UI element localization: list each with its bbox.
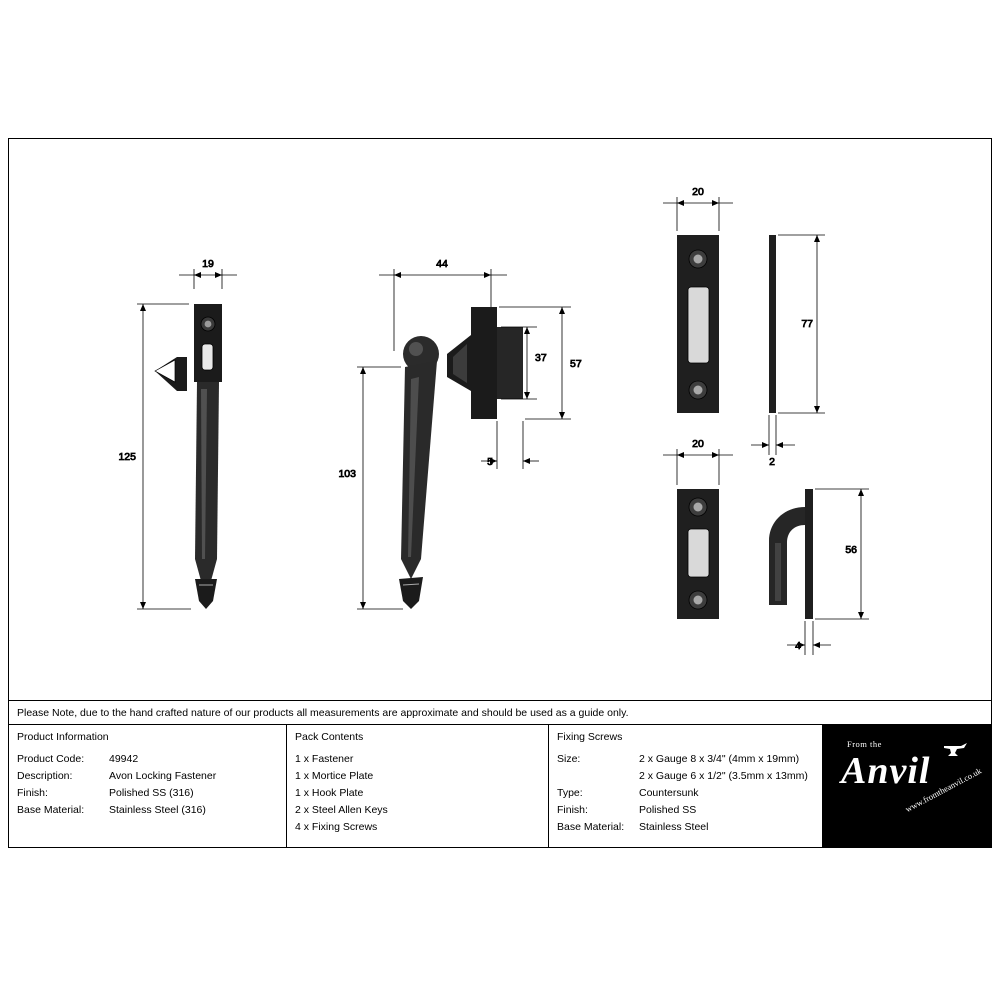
dim-value-103: 103 [338, 468, 356, 480]
hook-plate-front-view [677, 489, 719, 619]
fastener-side-view [399, 307, 523, 609]
fastener-front-view [155, 304, 222, 609]
screw-finish-row [557, 802, 814, 819]
dim-value-4: 4 [795, 640, 801, 652]
dim-value-44: 44 [436, 258, 448, 270]
dim-value-56: 56 [845, 544, 857, 556]
product-code-value: 49942 [109, 753, 139, 765]
drawing-area [9, 139, 991, 700]
screw-base-material-row [557, 819, 814, 836]
dim-mortice-plate-thickness [751, 415, 795, 468]
base-material-label: Base Material: [17, 804, 85, 816]
dim-value-20-hook: 20 [692, 438, 704, 450]
pack-item: 1 x Mortice Plate [295, 770, 374, 782]
dim-value-19: 19 [202, 258, 214, 270]
pack-contents-column [287, 725, 549, 847]
screw-type-value: Countersunk [639, 787, 699, 799]
dim-fastener-width [179, 258, 237, 289]
screw-type-row [557, 785, 814, 802]
screw-base-material-label: Base Material: [557, 821, 625, 833]
dim-handle-length [338, 367, 403, 609]
dim-rose-depth [481, 421, 539, 469]
screw-base-material-value: Stainless Steel [639, 821, 709, 833]
anvil-icon [943, 743, 969, 757]
pack-item: 2 x Steel Allen Keys [295, 804, 388, 816]
fixing-screws-column [549, 725, 823, 847]
dim-hook-plate-width [663, 438, 733, 485]
dim-mortice-plate-height [778, 235, 825, 413]
product-information-title: Product Information [17, 731, 109, 743]
description-label: Description: [17, 770, 73, 782]
finish-value: Polished SS (316) [109, 787, 194, 799]
dim-value-37: 37 [535, 352, 547, 364]
dim-fastener-height [118, 304, 191, 609]
pack-item: 1 x Hook Plate [295, 787, 364, 799]
screw-finish-value: Polished SS [639, 804, 697, 816]
dim-value-57: 57 [570, 358, 582, 370]
brand-logo-panel [823, 725, 991, 847]
logo-from-the-text: From the [847, 739, 882, 749]
dim-value-20-mortice: 20 [692, 186, 704, 198]
screw-size-row [557, 751, 814, 785]
product-code-label: Product Code: [17, 753, 85, 765]
dim-mortice-plate-width [663, 186, 733, 231]
fixing-screws-title: Fixing Screws [557, 731, 623, 743]
base-material-value: Stainless Steel (316) [109, 804, 206, 816]
technical-drawing-sheet [8, 138, 992, 848]
dim-hook-plate-height [815, 489, 869, 619]
product-information-column [9, 725, 287, 847]
screw-size-label: Size: [557, 753, 581, 765]
logo-brand-text: Anvil [841, 750, 931, 792]
dim-value-125: 125 [118, 451, 136, 463]
finish-row [17, 785, 278, 802]
measurement-note: Please Note, due to the hand crafted nature of our products all measurements are approximate and should be used as a guide only. [9, 700, 991, 724]
information-bar [9, 724, 991, 847]
screw-type-label: Type: [557, 787, 583, 799]
dim-hook-plate-depth [787, 621, 831, 655]
dim-value-2: 2 [769, 456, 775, 468]
dim-value-77: 77 [801, 318, 813, 330]
product-drawing [9, 139, 991, 700]
pack-item: 4 x Fixing Screws [295, 821, 378, 833]
mortice-plate-front-view [677, 235, 719, 413]
mortice-plate-side-view [769, 235, 776, 413]
logo-url-text: www.fromtheanvil.co.uk [903, 765, 984, 815]
screw-finish-label: Finish: [557, 804, 588, 816]
hook-plate-side-view [769, 489, 813, 619]
pack-item: 1 x Fastener [295, 753, 354, 765]
dim-value-5: 5 [487, 456, 493, 468]
product-code-row [17, 751, 278, 768]
pack-contents-title: Pack Contents [295, 731, 364, 743]
description-value: Avon Locking Fastener [109, 770, 217, 782]
description-row [17, 768, 278, 785]
screw-size-value: 2 x Gauge 6 x 1/2" (3.5mm x 13mm) [639, 770, 808, 782]
base-material-row [17, 802, 278, 819]
screw-size-value: 2 x Gauge 8 x 3/4" (4mm x 19mm) [639, 753, 800, 765]
finish-label: Finish: [17, 787, 48, 799]
